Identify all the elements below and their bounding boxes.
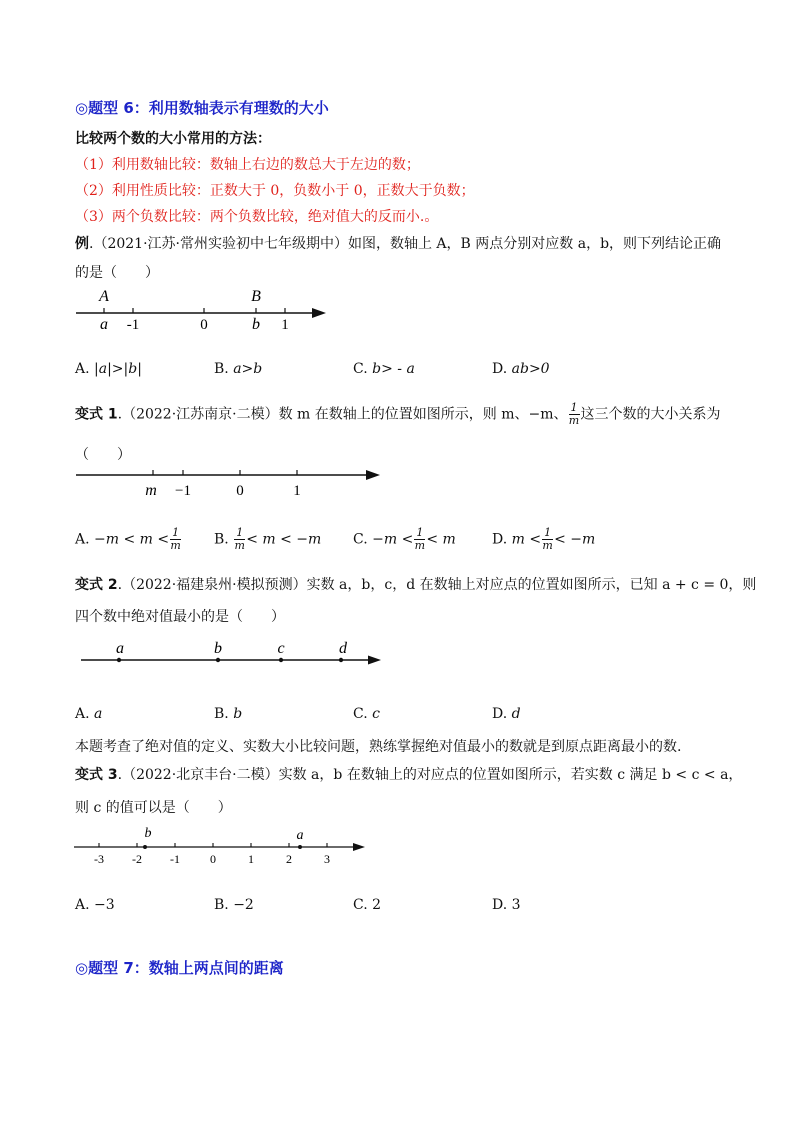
variant1-question — [75, 402, 721, 427]
label-c: c — [277, 640, 285, 657]
variant1-text-post: 这三个数的大小关系为 — [580, 406, 721, 423]
example-question — [75, 233, 721, 253]
tick-label-minus1: -1 — [126, 317, 140, 333]
variant2-text-line2: 四个数中绝对值最小的是（ ） — [75, 609, 285, 625]
tick-label: -2 — [132, 852, 142, 866]
tick-label: -1 — [170, 852, 180, 866]
example-option-b[interactable]: B. a>b — [214, 361, 263, 377]
variant2-question — [75, 574, 756, 594]
example-label: 例 — [75, 236, 89, 252]
tick-label: 3 — [324, 852, 330, 866]
axis-arrow-icon — [366, 470, 380, 480]
example-option-d[interactable]: D. ab>0 — [492, 361, 550, 377]
tick-label-1: 1 — [281, 317, 289, 333]
section-7-heading — [75, 957, 284, 978]
label-d: d — [339, 640, 347, 657]
example-option-c[interactable]: C. b> - a — [353, 361, 415, 377]
variant3-label: 变式 3 — [75, 767, 118, 783]
tick-label-0: 0 — [236, 483, 244, 499]
section-marker-icon: ◎ — [75, 959, 89, 977]
variant1-fraction: $\frac{1}{m}$ — [568, 401, 580, 427]
axis-arrow-icon — [312, 308, 326, 318]
example-text-line1: .（2021·江苏·常州实验初中七年级期中）如图，数轴上 A，B 两点分别对应数 a，b，则下列结论正确 — [89, 236, 722, 252]
variant3-text-line2: 则 c 的值可以是（ ） — [75, 800, 232, 816]
label-b: b — [214, 640, 222, 657]
tick-label-minus1: −1 — [175, 483, 191, 499]
variant1-paren: （ ） — [75, 447, 131, 463]
variant1-option-d[interactable]: D. m < $\frac{1}{m}$ < −m — [492, 526, 596, 552]
method-title: 比较两个数的大小常用的方法： — [75, 131, 271, 147]
variant1-option-c[interactable]: C. −m < $\frac{1}{m}$ < m — [353, 526, 456, 552]
method-item-2: （2）利用性质比较：正数大于 0，负数小于 0，正数大于负数； — [75, 183, 475, 199]
tick-label-0: 0 — [200, 317, 208, 333]
variant2-note: 本题考查了绝对值的定义、实数大小比较问题，熟练掌握绝对值最小的数就是到原点距离最小的数. — [75, 739, 682, 755]
label-m: m — [145, 482, 157, 499]
label-B: B — [251, 288, 261, 305]
tick-label: 2 — [286, 852, 292, 866]
method-item-1: （1）利用数轴比较：数轴上右边的数总大于左边的数； — [75, 157, 420, 173]
label-A: A — [99, 288, 109, 305]
variant3-option-d[interactable]: D. 3 — [492, 897, 521, 913]
label-b: b — [144, 826, 152, 841]
variant2-number-line — [75, 636, 390, 670]
variant1-label: 变式 1 — [75, 406, 118, 423]
variant1-option-b[interactable]: B. $\frac{1}{m}$ < m < −m — [214, 526, 322, 552]
section-6-title: 题型 6：利用数轴表示有理数的大小 — [88, 99, 329, 117]
variant1-option-a[interactable]: A. −m < m < $\frac{1}{m}$ — [75, 526, 181, 552]
tick-label: 0 — [210, 852, 216, 866]
tick-label-1: 1 — [293, 483, 301, 499]
variant1-number-line — [70, 463, 390, 501]
method-item-3: （3）两个负数比较：两个负数比较，绝对值大的反而小.。 — [75, 209, 439, 225]
variant2-option-d[interactable]: D. d — [492, 706, 521, 722]
label-a: a — [116, 640, 124, 657]
label-a: a — [296, 828, 304, 843]
variant3-option-a[interactable]: A. −3 — [75, 897, 115, 913]
variant2-label: 变式 2 — [75, 577, 118, 593]
axis-arrow-icon — [353, 843, 365, 851]
section-6-heading — [75, 97, 329, 118]
variant2-text-line1: .（2022·福建泉州·模拟预测）实数 a，b，c，d 在数轴上对应点的位置如图所示，已知 a + c = 0，则 — [117, 577, 757, 593]
section-marker-icon: ◎ — [75, 99, 89, 117]
variant2-option-b[interactable]: B. b — [214, 706, 243, 722]
example-text-line2: 的是（ ） — [75, 265, 159, 281]
example-option-a[interactable]: A. |a|>|b| — [75, 361, 142, 377]
variant2-option-c[interactable]: C. c — [353, 706, 380, 722]
variant1-text-pre: .（2022·江苏南京·二模）数 m 在数轴上的位置如图所示，则 m、−m、 — [117, 406, 568, 423]
tick-label: -3 — [94, 852, 104, 866]
tick-label: 1 — [248, 852, 254, 866]
label-b: b — [252, 316, 260, 333]
variant3-option-c[interactable]: C. 2 — [353, 897, 382, 913]
section-7-title: 题型 7：数轴上两点间的距离 — [88, 959, 284, 977]
example-number-line — [70, 283, 340, 335]
axis-arrow-icon — [368, 656, 381, 665]
variant3-question — [75, 764, 742, 784]
label-a: a — [100, 316, 108, 333]
variant3-text-line1: .（2022·北京丰台·二模）实数 a，b 在数轴上的对应点的位置如图所示，若实数 c 满足 b < c < a， — [117, 767, 743, 783]
variant2-option-a[interactable]: A. a — [75, 706, 103, 722]
variant3-option-b[interactable]: B. −2 — [214, 897, 254, 913]
variant3-number-line — [70, 822, 370, 868]
